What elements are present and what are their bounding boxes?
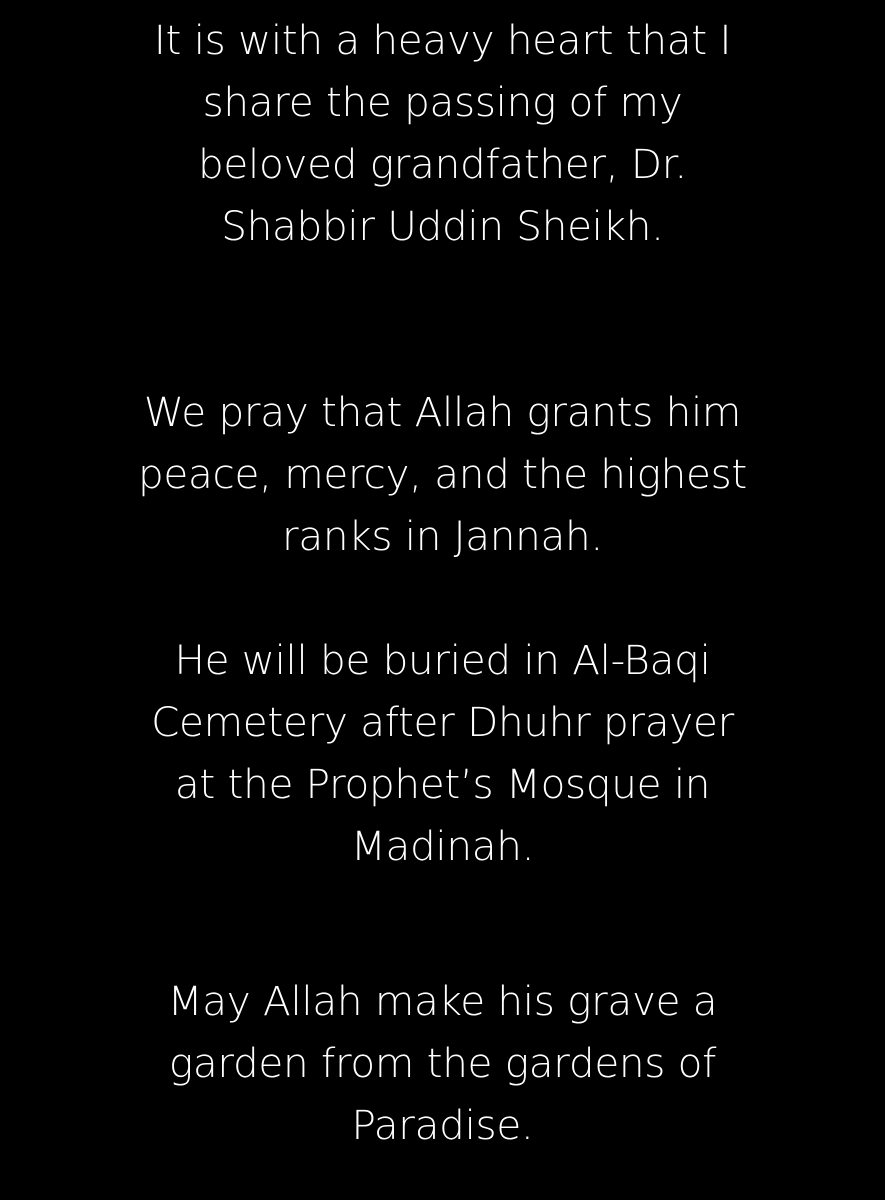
text-line: garden from the gardens of: [168, 1039, 717, 1087]
text-line: It is with a heavy heart that I: [153, 16, 732, 64]
text-line: ranks in Jannah.: [281, 512, 604, 560]
text-line: share the passing of my: [202, 78, 683, 126]
text-line: Madinah.: [350, 822, 535, 870]
burial-details-paragraph: [0, 629, 885, 877]
text-line: We pray that Allah grants him: [143, 388, 742, 436]
text-line: peace, mercy, and the highest: [138, 450, 747, 498]
text-line: Paradise.: [351, 1101, 534, 1149]
text-line: at the Prophet’s Mosque in: [174, 760, 711, 808]
prayer-paragraph: [0, 381, 885, 567]
announcement-paragraph: [0, 9, 885, 257]
text-line: Cemetery after Dhuhr prayer: [151, 698, 734, 746]
text-line: May Allah make his grave a: [167, 977, 718, 1025]
text-line: Shabbir Uddin Sheikh.: [221, 202, 664, 250]
closing-dua-paragraph: [0, 970, 885, 1156]
text-line: He will be buried in Al-Baqi: [174, 636, 711, 684]
text-line: beloved grandfather, Dr.: [197, 140, 687, 188]
